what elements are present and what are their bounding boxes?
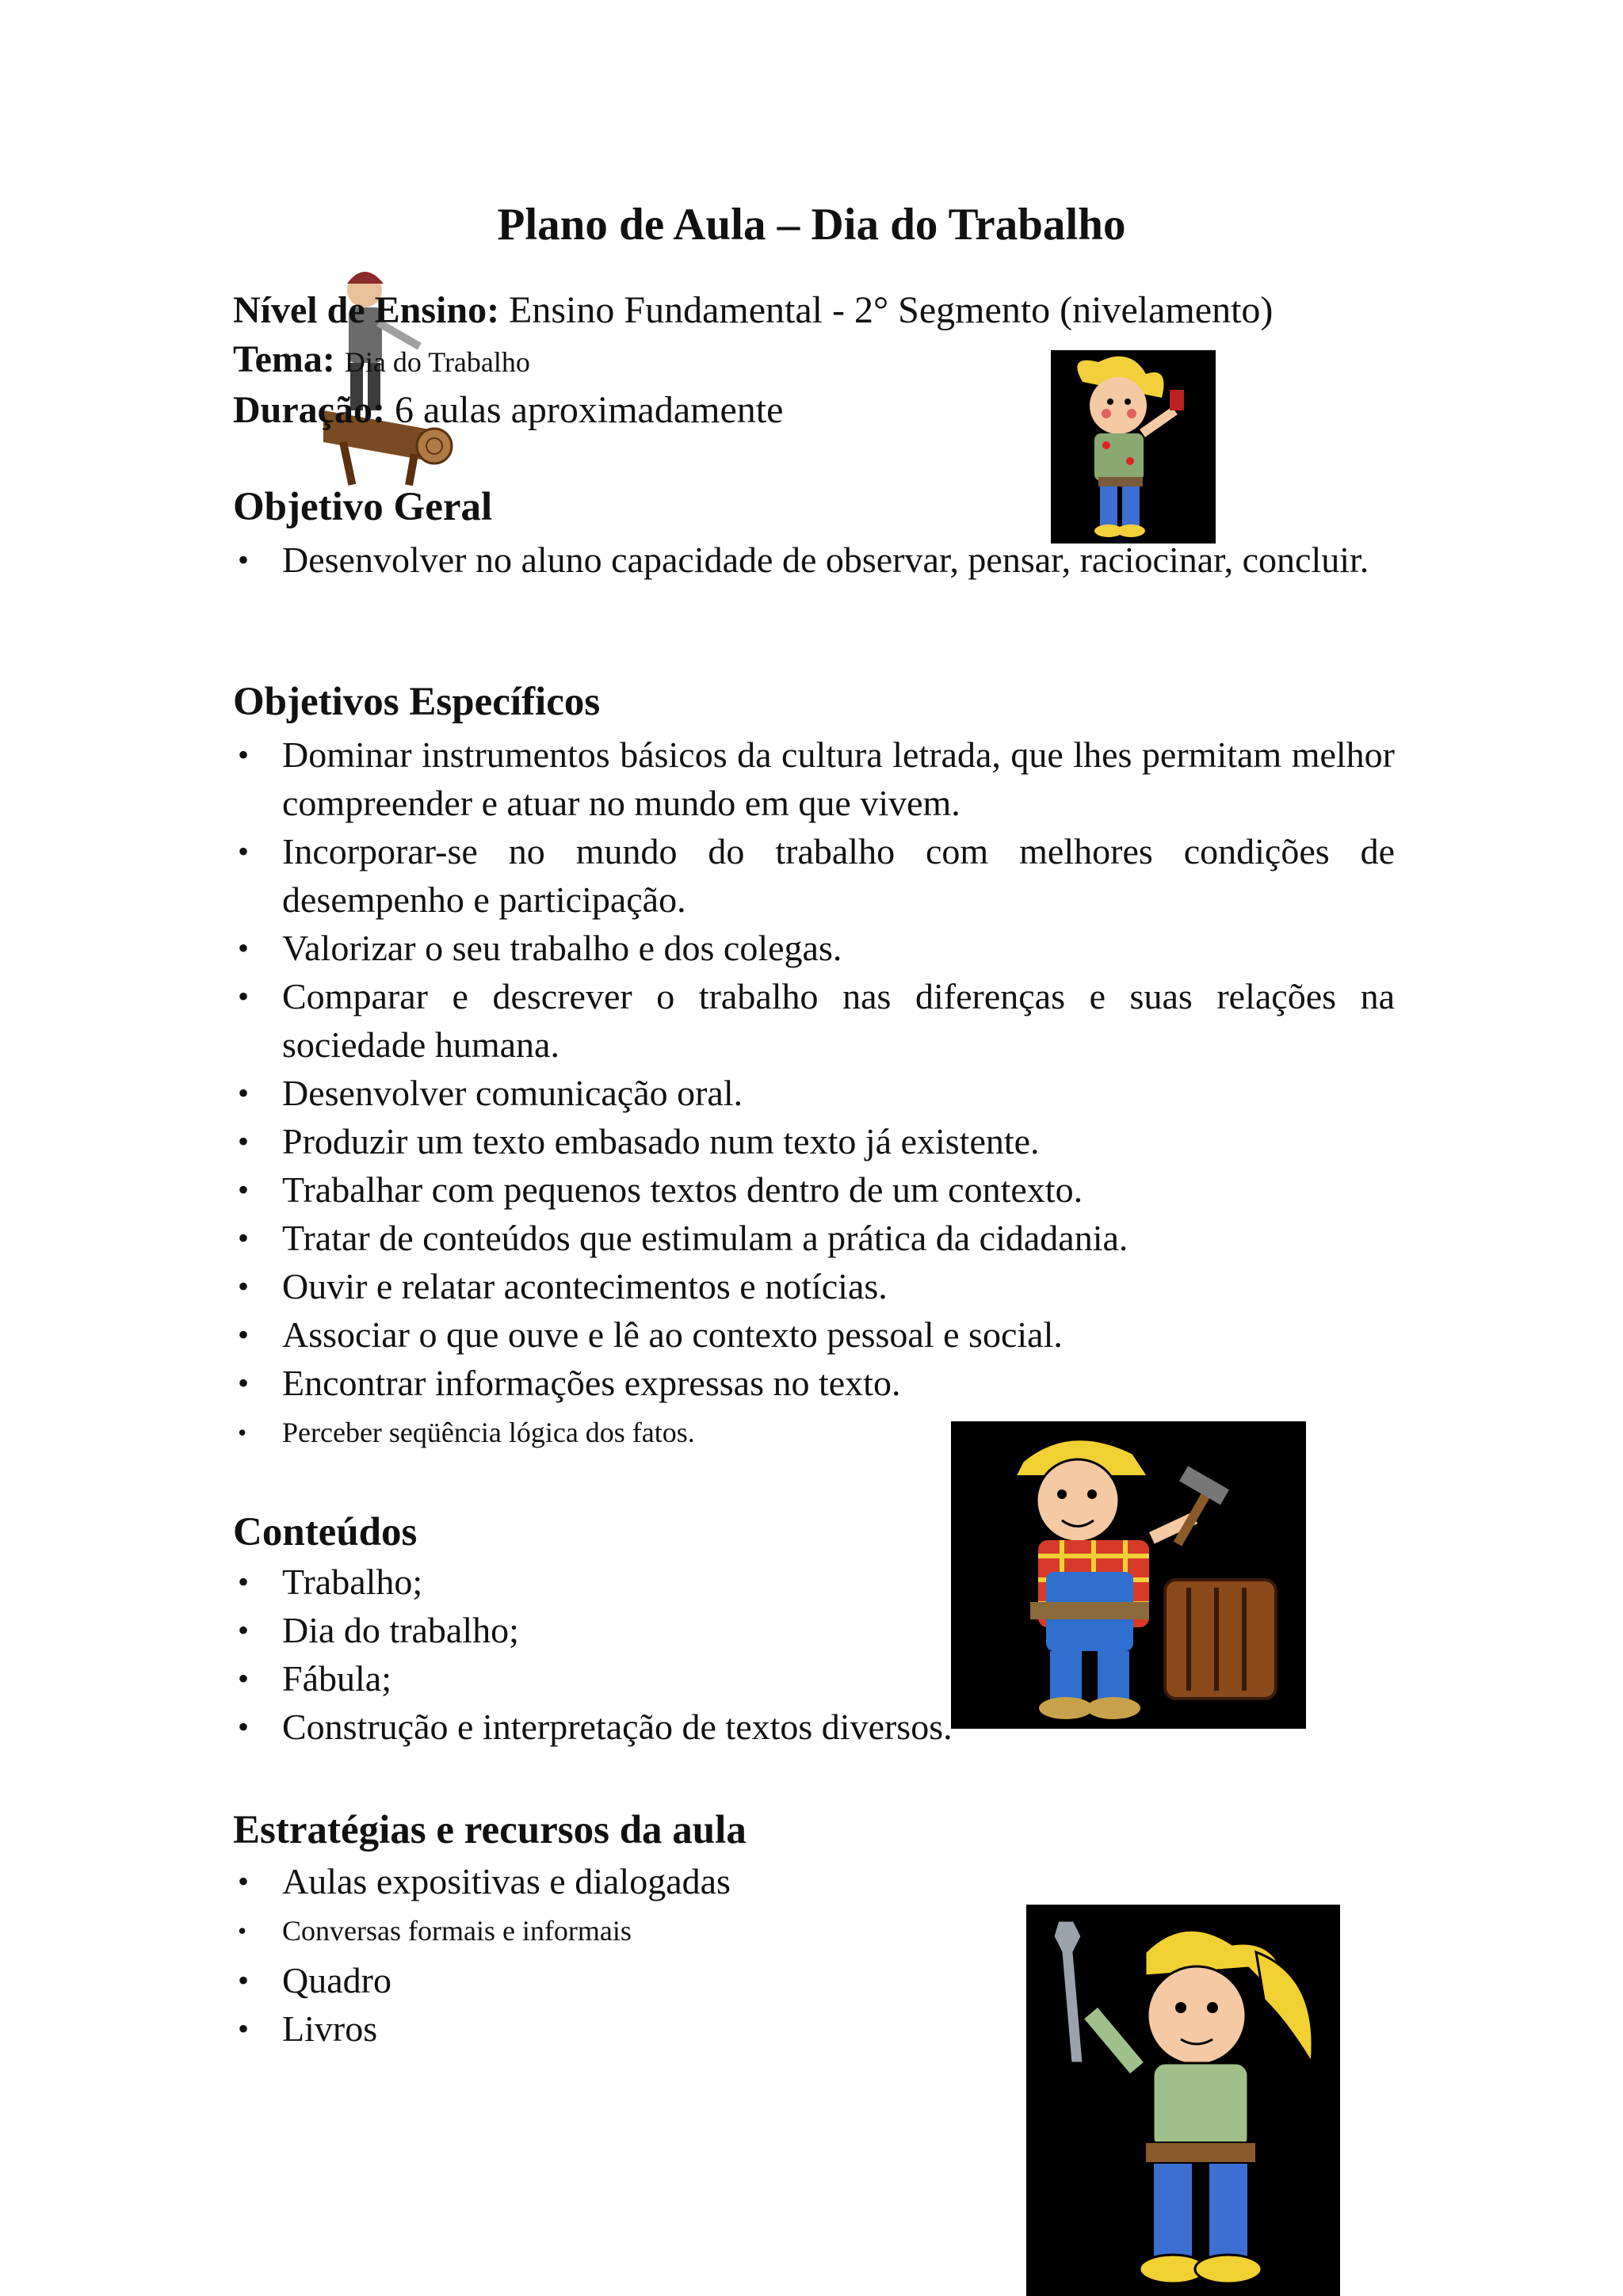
list-item: • Aulas expositivas e dialogadas (233, 1857, 1395, 1905)
list-item: • Fábula; (233, 1654, 1395, 1703)
list-item: • Trabalho; (233, 1558, 1395, 1606)
list-item: • Trabalhar com pequenos textos dentro de um contexto. (233, 1165, 1395, 1214)
list-item: • Tratar de conteúdos que estimulam a prática da cidadania. (233, 1214, 1395, 1262)
specific-objectives-list (233, 730, 1395, 1458)
contents-list (233, 1558, 1395, 1751)
duration-label: Duração: (233, 389, 385, 431)
list-item: • Desenvolver comunicação oral. (233, 1069, 1395, 1117)
level-label: Nível de Ensino: (233, 289, 500, 331)
theme-line (233, 336, 1395, 386)
list-item: • Quadro (233, 1956, 1395, 2004)
list-item: • Perceber seqüência lógica dos fatos. (233, 1407, 1395, 1458)
list-item: • Incorporar-se no mundo do trabalho com melhores condições de desempenho e participação. (233, 827, 1395, 924)
contents-heading: Conteúdos (233, 1510, 418, 1554)
list-item: • Desenvolver no aluno capacidade de observar, pensar, raciocinar, concluir. (233, 536, 1395, 584)
list-item: • Produzir um texto embasado num texto já existente. (233, 1117, 1395, 1165)
level-line (233, 287, 1395, 334)
page-title: Plano de Aula – Dia do Trabalho (497, 200, 1126, 250)
list-item: • Livros (233, 2004, 1395, 2053)
duration-value: 6 aulas aproximadamente (394, 389, 784, 431)
list-item: • Dia do trabalho; (233, 1606, 1395, 1654)
theme-label: Tema: (233, 338, 335, 380)
general-objective-heading: Objetivo Geral (233, 485, 493, 529)
list-item: • Associar o que ouve e lê ao contexto pessoal e social. (233, 1310, 1395, 1359)
strategies-list (233, 1857, 1395, 2053)
strategies-heading: Estratégias e recursos da aula (233, 1808, 747, 1852)
list-item: • Conversas formais e informais (233, 1905, 1395, 1956)
list-item: • Valorizar o seu trabalho e dos colegas. (233, 924, 1395, 972)
list-item: • Comparar e descrever o trabalho nas diferenças e suas relações na sociedade humana. (233, 972, 1395, 1069)
list-item: • Encontrar informações expressas no texto. (233, 1359, 1395, 1407)
list-item: • Ouvir e relatar acontecimentos e notícias. (233, 1262, 1395, 1310)
theme-value: Dia do Trabalho (344, 346, 530, 378)
list-item: • Construção e interpretação de textos diversos. (233, 1703, 1395, 1751)
level-value: Ensino Fundamental - 2° Segmento (nivelamento) (509, 289, 1274, 331)
general-objective-list (233, 536, 1395, 584)
list-item: • Dominar instrumentos básicos da cultura letrada, que lhes permitam melhor compreender e atuar no mundo em que vivem. (233, 730, 1395, 827)
specific-objectives-heading: Objetivos Específicos (233, 680, 601, 724)
duration-line (233, 387, 1395, 434)
